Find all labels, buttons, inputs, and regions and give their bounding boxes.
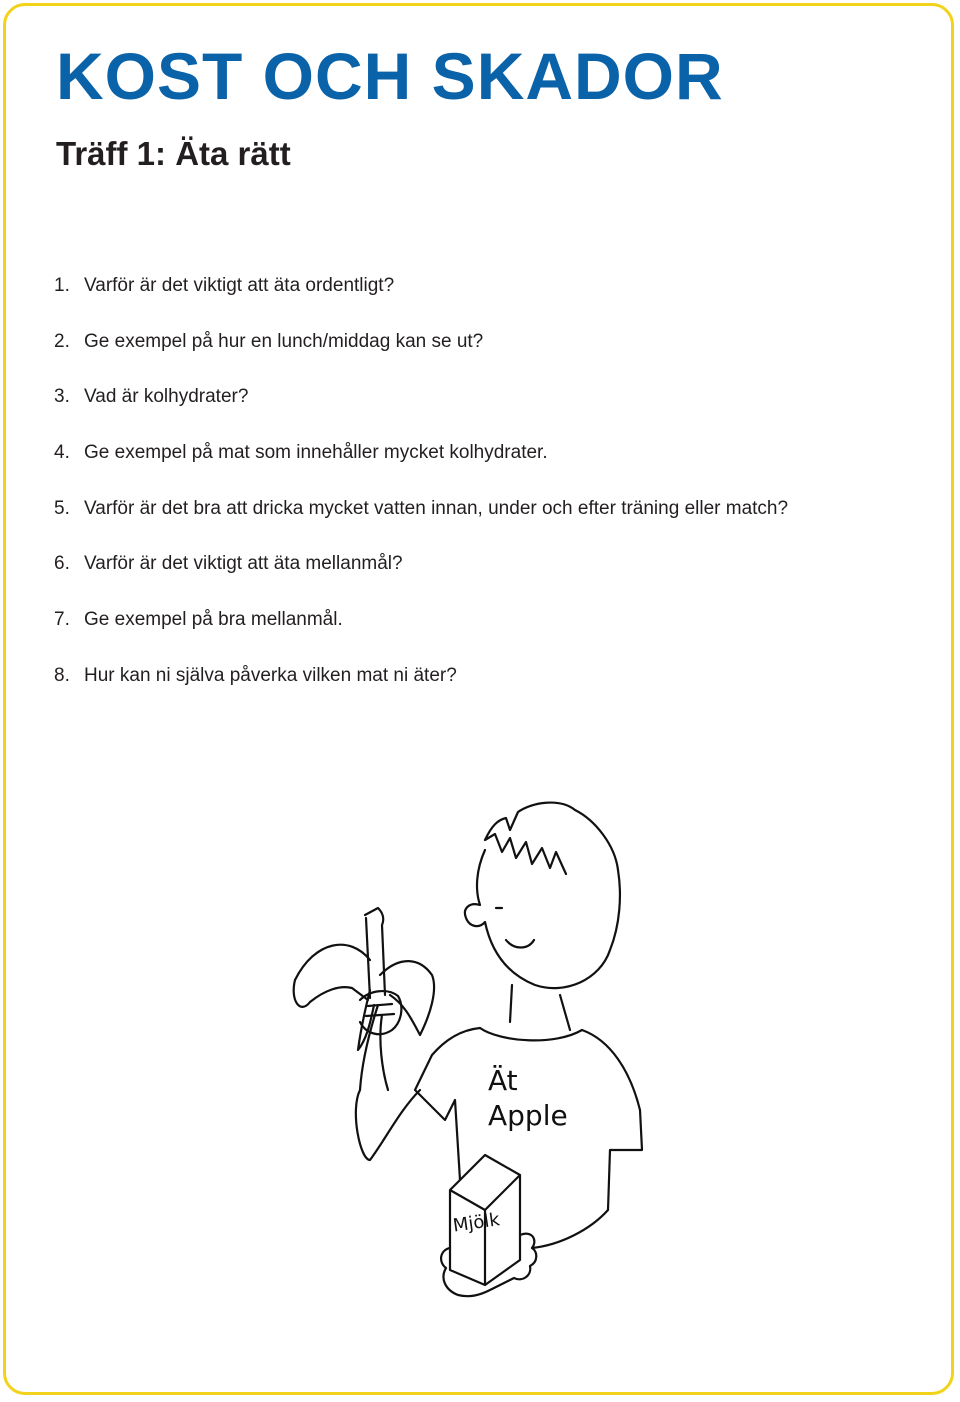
lower-arm: [532, 1210, 608, 1248]
question-list: [54, 272, 788, 718]
neck: [510, 985, 570, 1030]
banana-peel-right: [380, 961, 434, 1035]
question-item: [54, 550, 788, 578]
lower-hand: [441, 1234, 536, 1297]
question-text: Ge exempel på bra mellanmål.: [84, 609, 343, 631]
question-number: 2.: [54, 330, 70, 352]
shirt-text-line1: Ät: [488, 1064, 518, 1097]
page-subtitle: Träff 1: Äta rätt: [56, 135, 291, 172]
question-number: 7.: [54, 609, 70, 631]
boy-sketch: [270, 790, 670, 1320]
banana-stem: [365, 908, 385, 998]
hair: [485, 803, 618, 874]
question-item: [54, 328, 788, 356]
question-number: 1.: [54, 275, 70, 296]
question-item: [54, 439, 788, 467]
smile: [506, 940, 534, 948]
page-title: KOST OCH SKADOR: [56, 39, 724, 113]
question-number: 6.: [54, 553, 70, 575]
question-number: 5.: [54, 497, 70, 519]
question-text: Vad är kolhydrater?: [84, 386, 249, 408]
head: [465, 850, 620, 988]
question-text: Ge exempel på mat som innehåller mycket kolhydrater.: [84, 442, 548, 464]
shirt-text-line2: Apple: [488, 1099, 568, 1132]
question-text: Varför är det viktigt att äta ordentligt?: [84, 275, 395, 296]
question-item: [54, 662, 788, 690]
banana-peel-left: [294, 945, 370, 1007]
collar: [480, 1028, 582, 1040]
question-text: Varför är det bra att dricka mycket vatten innan, under och efter träning eller match?: [84, 497, 789, 519]
question-text: Ge exempel på hur en lunch/middag kan se ut?: [84, 330, 484, 352]
question-text: Hur kan ni själva påverka vilken mat ni äter?: [84, 664, 457, 686]
milk-carton-label: Mjölk: [451, 1209, 502, 1237]
question-item: [54, 383, 788, 411]
question-number: 4.: [54, 442, 70, 464]
question-number: 8.: [54, 664, 70, 686]
question-text: Varför är det viktigt att äta mellanmål?: [84, 553, 403, 575]
question-number: 3.: [54, 386, 70, 408]
question-item: [54, 495, 788, 523]
question-item: [54, 272, 788, 300]
question-item: [54, 606, 788, 634]
boy-eating-banana-illustration: [270, 790, 670, 1320]
